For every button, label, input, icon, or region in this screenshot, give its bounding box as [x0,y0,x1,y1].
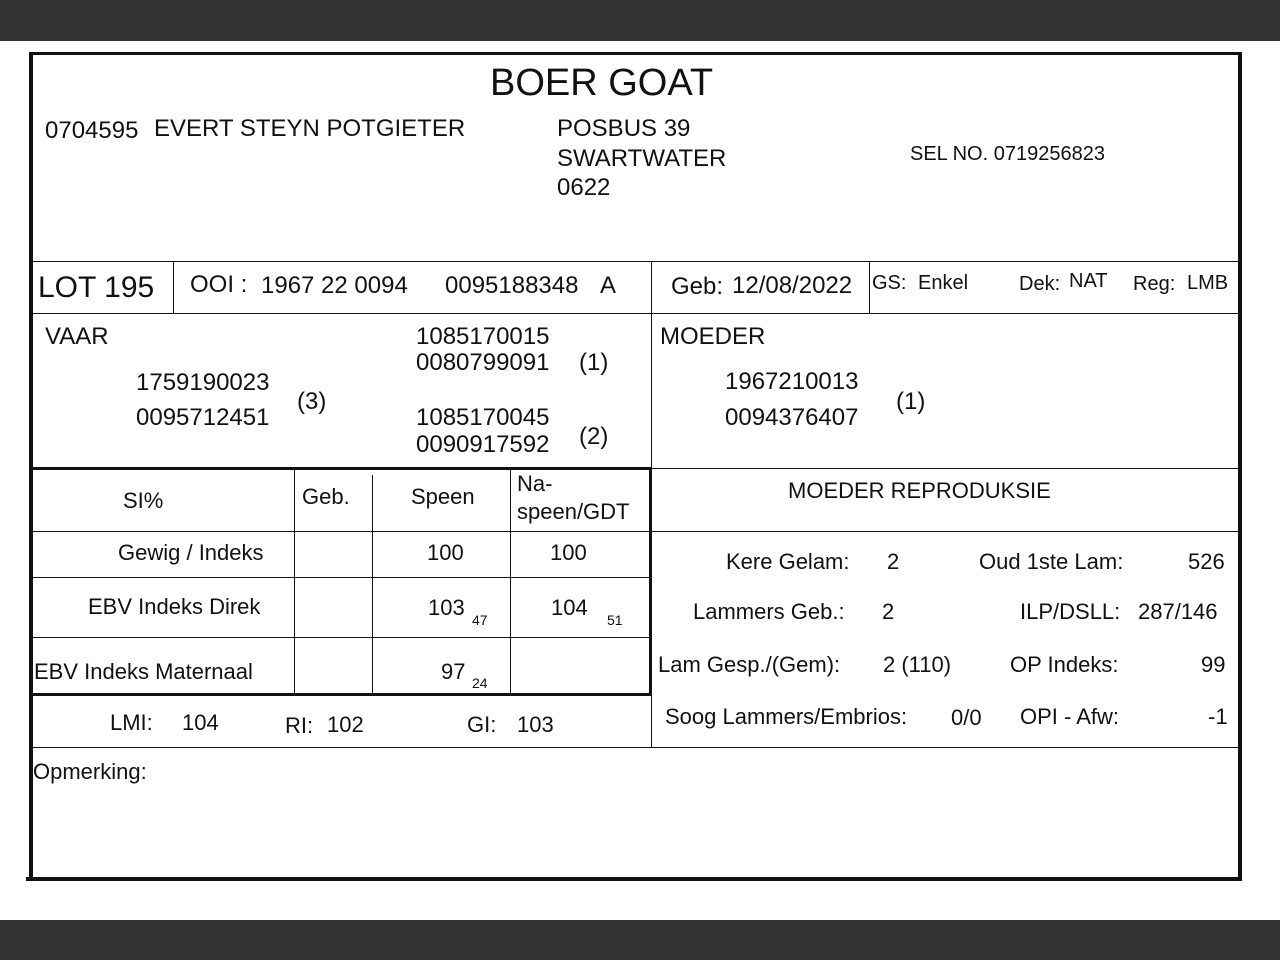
gs-value: Enkel [918,272,969,294]
naspeen-header-2: speen/GDT [517,499,630,524]
row-label: EBV Indeks Direk [88,594,261,619]
rule-table-top [31,467,651,470]
op-label: OP Indeks: [1010,652,1119,677]
lam-gesp-value: 2 (110) [883,652,952,677]
opi-label: OPI - Afw: [1020,704,1120,729]
sire-sire-id-2: 0080799091 [416,349,550,376]
lam-gesp-label: Lam Gesp./(Gem): [658,652,841,677]
vrule-col3 [510,467,511,695]
vrule-col2 [372,475,373,695]
rule-row1 [33,577,651,578]
ooi-number: 1967 22 0094 [261,272,408,299]
ri-label: RI: [285,713,314,738]
rule-summary-bottom [33,747,1238,748]
gi-value: 103 [517,712,554,737]
rule-table-bottom [31,693,651,696]
vrule-geb [869,261,870,313]
cell-number: SEL NO. 0719256823 [910,143,1105,165]
ooi-id-number: 0095188348 [445,272,579,299]
row-label: Gewig / Indeks [118,540,264,565]
dam-id-2: 0094376407 [725,404,859,431]
row-naspeen-accuracy: 51 [607,612,623,628]
lot-number: LOT 195 [38,271,155,304]
sire-dam-id-2: 0090917592 [416,431,550,458]
opi-value: -1 [1208,704,1228,729]
soog-value: 0/0 [951,705,982,730]
rule-header-bottom [33,531,1238,532]
sire-label: VAAR [45,323,109,350]
sire-sire-id-1: 1085170015 [416,323,550,350]
owner-name: EVERT STEYN POTGIETER [154,115,466,142]
kere-gelam-value: 2 [887,549,900,574]
geb-label: Geb: [671,273,724,300]
geb-date: 12/08/2022 [732,272,853,299]
sire-dam-id-1: 1085170045 [416,404,550,431]
gi-label: GI: [467,712,497,737]
row-speen-accuracy: 24 [472,675,488,691]
ilp-value: 287/146 [1138,599,1218,624]
frame-bottom [26,877,1242,881]
vrule-col1 [294,467,295,695]
address-line-3: 0622 [557,174,611,201]
rule-lot-top [33,261,1238,262]
lammers-geb-label: Lammers Geb.: [693,599,845,624]
lmi-label: LMI: [110,710,153,735]
dam-label: MOEDER [660,323,766,350]
row-speen-value: 97 [441,659,466,684]
gs-label: GS: [872,272,907,294]
vrule-lot [173,261,174,313]
lammers-geb-value: 2 [882,599,895,624]
si-header: SI% [123,488,164,513]
sire-id-1: 1759190023 [136,369,270,396]
row-speen-accuracy: 47 [472,612,488,628]
reg-label: Reg: [1133,273,1176,295]
document-title: BOER GOAT [490,62,714,104]
oud-lam-value: 526 [1188,549,1225,574]
row-speen-value: 100 [427,540,464,565]
sire-mark: (3) [297,388,327,415]
kere-gelam-label: Kere Gelam: [726,549,850,574]
soog-label: Soog Lammers/Embrios: [665,704,908,729]
speen-header: Speen [411,484,475,509]
sire-id-2: 0095712451 [136,404,270,431]
dam-mark: (1) [896,388,926,415]
vrule-table-right [649,467,652,696]
dek-label: Dek: [1019,273,1061,295]
row-label: EBV Indeks Maternaal [34,659,253,684]
row-naspeen-value: 104 [551,595,588,620]
row-naspeen-value: 100 [550,540,587,565]
geb-header: Geb. [302,484,350,509]
lmi-value: 104 [182,710,219,735]
ilp-label: ILP/DSLL: [1020,599,1121,624]
owner-code: 0704595 [45,117,139,144]
frame-top [29,52,1242,55]
remark-label: Opmerking: [33,759,147,784]
frame-right [1238,52,1242,881]
dek-value: NAT [1069,270,1108,292]
op-value: 99 [1201,652,1226,677]
ooi-grade: A [600,272,617,299]
ooi-label: OOI : [190,271,248,298]
rule-lot-bottom [33,313,1238,314]
oud-lam-label: Oud 1ste Lam: [979,549,1124,574]
row-speen-value: 103 [428,595,465,620]
address-line-1: POSBUS 39 [557,115,691,142]
reg-value: LMB [1187,272,1229,294]
repro-title: MOEDER REPRODUKSIE [788,478,1051,503]
rule-repro-top [651,468,1238,469]
sire-sire-mark: (1) [579,349,609,376]
sire-dam-mark: (2) [579,423,609,450]
ri-value: 102 [327,712,364,737]
rule-row2 [33,637,651,638]
naspeen-header-1: Na- [517,471,553,496]
address-line-2: SWARTWATER [557,145,727,172]
dam-id-1: 1967210013 [725,368,859,395]
